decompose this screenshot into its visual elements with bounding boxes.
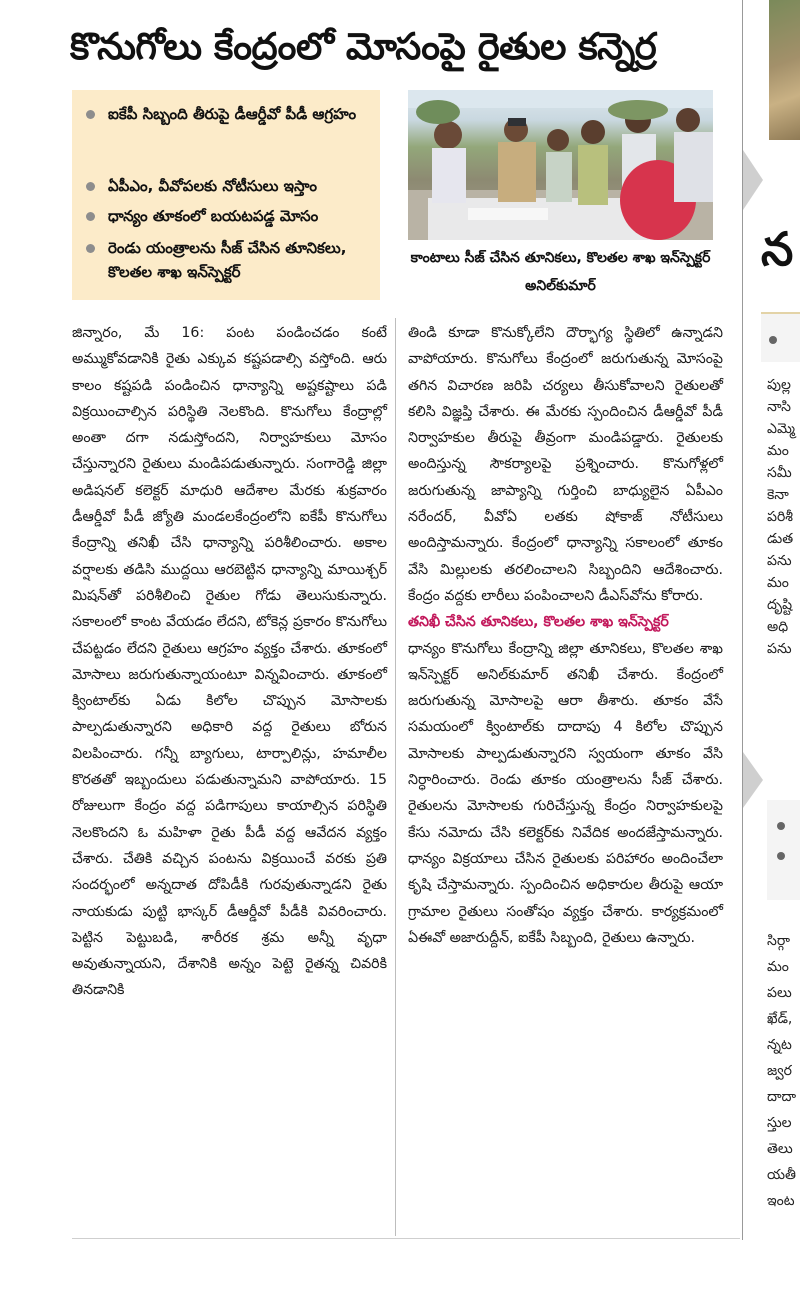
column-divider bbox=[395, 318, 396, 1236]
bullet-icon bbox=[86, 244, 95, 253]
headline: కొనుగోలు కేంద్రంలో మోసంపై రైతుల కన్నెర్ర bbox=[70, 24, 657, 68]
adjacent-line: మం bbox=[767, 443, 789, 459]
highlight-text: ఐకేపీ సిబ్బంది తీరుపై డీఆర్డీవో పీడీ ఆగ్రహం bbox=[108, 105, 357, 123]
bullet-icon bbox=[777, 852, 785, 860]
news-photo bbox=[408, 90, 713, 240]
bullet-icon bbox=[769, 336, 777, 344]
highlight-text: రెండు యంత్రాలను సీజ్ చేసిన తూనికలు, కొలతల శాఖ ఇన్‌స్పెక్టర్ bbox=[108, 239, 347, 281]
adjacent-line: సమీ bbox=[767, 465, 792, 481]
highlight-text: ధాన్యం తూకంలో బయటపడ్డ మోసం bbox=[108, 207, 319, 225]
arrow-marker-icon bbox=[743, 150, 763, 210]
adjacent-line: జ్వర bbox=[767, 1063, 792, 1079]
adjacent-photo bbox=[769, 0, 800, 140]
adjacent-line: ఎమ్మె bbox=[767, 421, 796, 437]
body-paragraph: ధాన్యం కొనుగోలు కేంద్రాన్ని జిల్లా తూనికలు, కొలతల శాఖ ఇన్‌స్పెక్టర్ అనిల్‌కుమార్ తనిఖీ చేశారు. కేంద్రంలో జరుగుతున్న మోసాలపై ఆరా తీశారు. తూకం వేసే సమయంలో క్వింటాల్‌కు దాదాపు 4 కిలోల చొప్పున మోసాలకు పాల్పడుతున్నారని స్వయంగా తూకం వేసి నిర్ధారించారు. రెండు తూకం యంత్రాలను సీజ్ చేశారు. రైతులను మోసాలకు గురిచేస్తున్న కేంద్రం నిర్వాహకులపై కేసు నమోదు చేసి కలెక్టర్‌కు నివేదిక అందజేస్తామన్నారు. ధాన్యం విక్రయాలు చేసిన రైతులకు పరిహారం అందించేలా కృషి చేస్తామన్నారు. స్పందించిన అధికారుల తీరుపై ఆయా గ్రామాల రైతులు సంతోషం వ్యక్తం చేశారు. కార్యక్రమంలో ఏఈవో అజారుద్దీన్, ఐకేపీ సిబ్బంది, రైతులు ఉన్నారు. bbox=[408, 640, 723, 946]
adjacent-line: అధి bbox=[767, 619, 789, 635]
adjacent-highlight-box bbox=[767, 800, 800, 900]
bullet-icon bbox=[86, 110, 95, 119]
adjacent-line: పలు bbox=[767, 985, 792, 1001]
arrow-marker-icon bbox=[743, 752, 763, 808]
highlight-item bbox=[86, 204, 376, 228]
adjacent-line: దృష్టి bbox=[767, 597, 793, 613]
subheading: తనిఖీ చేసిన తూనికలు, కొలతల శాఖ ఇన్‌స్పెక్టర్ bbox=[408, 614, 669, 631]
adjacent-line: నాసి bbox=[767, 399, 791, 415]
bullet-icon bbox=[86, 212, 95, 221]
highlights-box bbox=[72, 90, 380, 300]
photo-illustration bbox=[408, 90, 713, 240]
adjacent-line: పను bbox=[767, 553, 792, 569]
adjacent-line: మం bbox=[767, 959, 789, 975]
adjacent-line: కెనా bbox=[767, 487, 789, 503]
bullet-icon bbox=[777, 822, 785, 830]
photo-caption: కాంటాలు సీజ్ చేసిన తూనికలు, కొలతల శాఖ ఇన్‌స్పెక్టర్ అనిల్‌కుమార్ bbox=[410, 250, 711, 294]
body-column-1: జిన్నారం, మే 16: పంట పండించడం కంటే అమ్ముకోవడానికి రైతు ఎక్కువ కష్టపడాల్సి వస్తోంది. ఆరు కాలం కష్టపడి పండించిన ధాన్యాన్ని అష్టకష్టాలు పడి విక్రయించాల్సిన పరిస్థితి నెలకొంది. కొనుగోలు కేంద్రాల్లో అంతా దగా నడుస్తోందని, నిర్వాహకులు మోసం చేస్తున్నారని రైతులు మండిపడుతున్నారు. సంగారెడ్డి జిల్లా అడిషనల్ కలెక్టర్ మాధురి ఆదేశాల మేరకు శుక్రవారం డీఆర్డీవో పీడీ జ్యోతి మండలకేంద్రంలోని ఐకేపీ కొనుగోలు కేంద్రాన్ని తనిఖీ చేసి ధాన్యాన్ని పరిశీలించారు. అకాల వర్షాలకు తడిసి ముద్దయి ఆరబెట్టిన ధాన్యాన్ని మాయిశ్చర్ మిషన్‌తో పరిశీలించి రైతుల గోడు తెలుసుకున్నారు. సకాలంలో కాంట వేయడం లేదని, టోకెన్ల ప్రకారం కొనుగోలు చేపట్టడం లేదని రైతులు ఆగ్రహం వ్యక్తం చేశారు. తూకంలో మోసాలు జరుగుతున్నాయంటూ విన్నవించారు. తూకంలో క్వింటాల్‌కు ఏడు కిలోల చొప్పున మోసాలకు పాల్పడుతున్నారని అధికారి వద్ద రైతులు బోరున విలపించారు. గన్నీ బ్యాగులు, టార్పాలిన్లు, హమాలీల కొరతతో ఇబ్బందులు పడుతున్నామని వాపోయారు. 15 రోజులుగా కేంద్రం వద్ద పడిగాపులు కాయాల్సిన పరిస్థితి నెలకొందని ఓ మహిళా రైతు పీడీ వద్ద ఆవేదన వ్యక్తం చేశారు. చేతికి వచ్చిన పంటను విక్రయించే వరకు ప్రతి సందర్భంలో అన్నదాత దోపిడీకి గురవుతున్నాడని రైతు నాయకుడు పుట్టి భాస్కర్ డీఆర్డీవో పీడీకి వివరించారు. పెట్టిన పెట్టుబడి, శారీరక శ్రమ అన్నీ వృధా అవుతున్నాయని, దేశానికి అన్నం పెట్టె రైతన్న చివరికి తినడానికి bbox=[72, 325, 387, 999]
bullet-icon bbox=[86, 182, 95, 191]
highlight-item bbox=[86, 102, 376, 126]
body-column-2 bbox=[408, 320, 723, 951]
highlight-text: ఏపీఎం, వీవోపలకు నోటీసులు ఇస్తాం bbox=[108, 177, 317, 195]
highlight-item bbox=[86, 174, 376, 198]
adjacent-article-strip bbox=[742, 0, 800, 1240]
body-paragraph: తిండి కూడా కొనుక్కోలేని దౌర్భాగ్య స్థితిలో ఉన్నాడని వాపోయారు. కొనుగోలు కేంద్రంలో జరుగుతున్న మోసంపై తగిన విచారణ జరిపి చర్యలు తీసుకోవాలని రైతులతో కలిసి విజ్ఞప్తి చేశారు. ఈ మేరకు స్పందించిన డీఆర్డీవో పీడీ నిర్వాహకుల తీరుపై తీవ్రంగా మండిపడ్డారు. రైతులకు అందిస్తున్న సౌకర్యాలపై ప్రశ్నించారు. కొనుగోళ్లలో జరుగుతున్న జాప్యాన్ని గుర్తించి బాధ్యులైన ఏపీఎం నరేందర్, వీవోఏ లతకు షోకాజ్ నోటీసులు అందిస్తామన్నారు. కేంద్రంలో ధాన్యాన్ని సకాలంలో తూకం వేసి మిల్లులకు తరలించాలని సిబ్బందిని ఆదేశించారు. కేంద్రం వద్దకు లారీలు పంపించాలని డీఎస్‌వోను కోరారు. bbox=[408, 325, 723, 604]
adjacent-highlight-box bbox=[761, 312, 800, 362]
adjacent-line: యతీ bbox=[767, 1167, 796, 1183]
adjacent-line: స్తుల bbox=[767, 1115, 792, 1131]
adjacent-line: పరిశీ bbox=[767, 509, 793, 525]
adjacent-headline-glyph: న bbox=[761, 222, 794, 276]
adjacent-line: దాదా bbox=[767, 1089, 797, 1105]
adjacent-line: పుల్ల bbox=[767, 377, 791, 393]
adjacent-line: ఖేడ్, bbox=[767, 1011, 793, 1027]
adjacent-line: సిర్గా bbox=[767, 933, 790, 949]
adjacent-line: తెలు bbox=[767, 1141, 793, 1157]
adjacent-line: పను bbox=[767, 641, 792, 657]
adjacent-line: న్నట bbox=[767, 1037, 792, 1053]
adjacent-line: ఇంట bbox=[767, 1193, 795, 1209]
highlight-item bbox=[86, 236, 376, 284]
adjacent-line: మం bbox=[767, 575, 789, 591]
adjacent-line: డుత bbox=[767, 531, 794, 547]
bottom-divider bbox=[72, 1238, 740, 1239]
